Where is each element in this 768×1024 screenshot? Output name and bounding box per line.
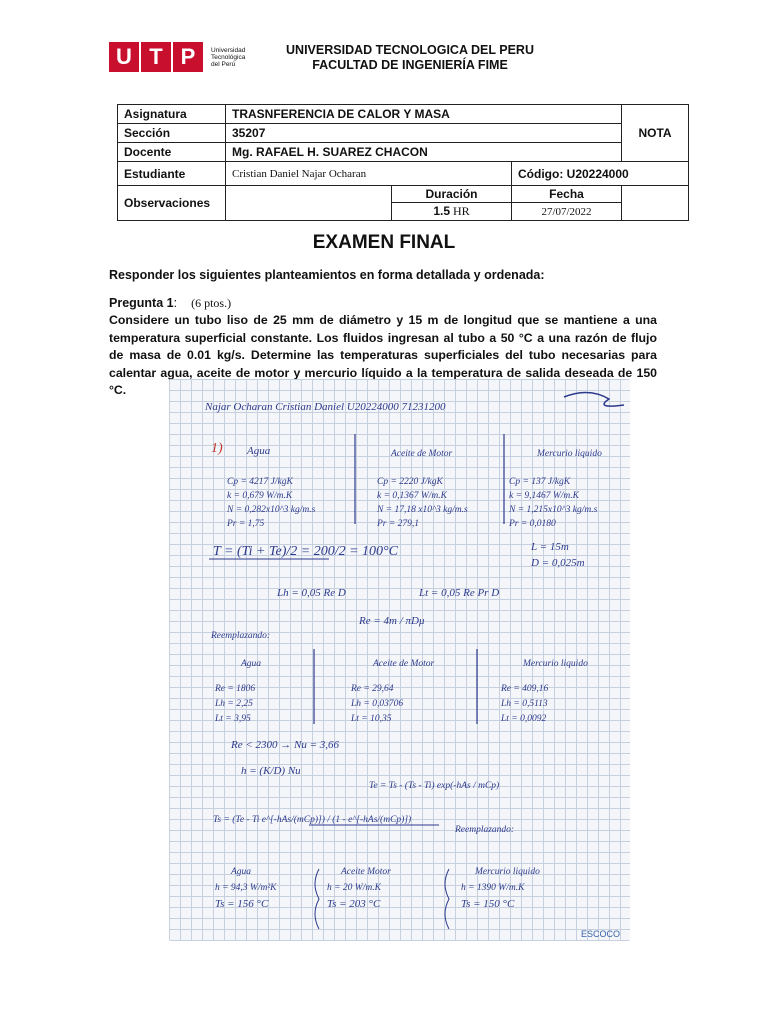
note-r-agua-lh: Lh = 2,25 (215, 699, 253, 709)
note-r-agua: Agua (241, 659, 262, 669)
note-r-mercurio-lh: Lh = 0,5113 (501, 699, 548, 709)
note-r-mercurio-lt: Lt = 0,0092 (501, 714, 547, 724)
note-agua-cp: Cp = 4217 J/kgK (227, 477, 293, 487)
note-aceite-k: k = 0,1367 W/m.K (377, 491, 448, 501)
note-r-aceite-re: Re = 29,64 (351, 684, 394, 694)
nota-label: NOTA (622, 105, 689, 162)
instructions: Responder los siguientes planteamientos en forma detallada y ordenada: (109, 268, 545, 282)
note-aceite-mu: N = 17,18 x10^3 kg/m.s (377, 505, 468, 515)
note-f-agua-ts: Ts = 156 °C (215, 898, 269, 910)
duracion-label: Duración (392, 186, 512, 203)
notebook-brand: ESCOCO (580, 929, 620, 939)
note-diameter: D = 0,025m (531, 557, 585, 569)
note-f-aceite-ts: Ts = 203 °C (327, 898, 381, 910)
question-label: Pregunta 1: (6 ptos.) (109, 296, 232, 310)
note-f-agua-h: h = 94,3 W/m²K (215, 883, 277, 893)
fecha-value: 27/07/2022 (512, 203, 622, 221)
question-text: Considere un tubo liso de 25 mm de diámetro y 15 m de longitud que se mantiene a una temperatura superficial constante. Los fluidos ingresan al tubo a 50 °C a una razón de flujo de masa de 0.01 kg/s. Determine las temperaturas superficiales del tubo necesarias para calentar agua, aceite de motor y mercurio líquido a la temperatura de salida deseada de 150 °C. (109, 313, 657, 397)
note-r-aceite-lt: Lt = 10,35 (351, 714, 392, 724)
nota-value (622, 186, 689, 221)
note-aceite-pr: Pr = 279,1 (377, 519, 420, 529)
observaciones-label: Observaciones (118, 186, 226, 221)
note-lh-formula: Lh = 0,05 Re D (277, 587, 346, 599)
note-col-aceite: Aceite de Motor (391, 449, 453, 459)
note-f-mercurio: Mercurio liquido (475, 867, 540, 877)
note-agua-pr: Pr = 1,75 (227, 519, 265, 529)
note-col-mercurio: Mercurio liquido (537, 449, 602, 459)
note-f-mercurio-ts: Ts = 150 °C (461, 898, 515, 910)
note-h-formula: h = (K/D) Nu (241, 765, 301, 777)
note-f-aceite-h: h = 20 W/m.K (327, 883, 381, 893)
note-problem-number: 1) (211, 441, 223, 456)
logo-letter-u: U (109, 42, 139, 72)
note-r-agua-lt: Lt = 3,95 (215, 714, 251, 724)
estudiante-value: Cristian Daniel Najar Ocharan (226, 162, 512, 186)
exam-title: EXAMEN FINAL (312, 232, 456, 253)
fecha-label: Fecha (512, 186, 622, 203)
seccion-label: Sección (118, 124, 226, 143)
note-reemplazando-1: Reemplazando: (211, 631, 271, 641)
question-points: (6 ptos.) (191, 296, 232, 310)
observaciones-value (226, 186, 392, 221)
duracion-number: 1.5 (433, 204, 450, 218)
note-r-aceite: Aceite de Motor (373, 659, 435, 669)
note-r-mercurio-re: Re = 409,16 (501, 684, 549, 694)
seccion-value: 35207 (226, 124, 622, 143)
note-lt-formula: Lt = 0,05 Re Pr D (419, 587, 500, 599)
codigo-value: Código: U20224000 (512, 162, 689, 186)
estudiante-label: Estudiante (118, 162, 226, 186)
logo-subtitle: Universidad Tecnológica del Perú (211, 46, 246, 68)
note-ts-formula: Ts = (Te - Ti e^[-hAs/(mCp)]) / (1 - e^[-hAs/(mCp)]) (213, 815, 412, 825)
note-r-aceite-lh: Lh = 0,03706 (351, 699, 404, 709)
note-mercurio-pr: Pr = 0,0180 (509, 519, 556, 529)
docente-label: Docente (118, 143, 226, 162)
handwritten-solution-photo (169, 379, 630, 941)
note-col-agua: Agua (247, 445, 271, 457)
university-title (250, 43, 570, 73)
docente-value: Mg. RAFAEL H. SUAREZ CHACON (226, 143, 622, 162)
logo-letter-p: P (173, 42, 203, 72)
note-header: Najar Ocharan Cristian Daniel U20224000 71231200 (205, 401, 446, 413)
duracion-value (392, 203, 512, 221)
note-length: L = 15m (531, 541, 569, 553)
note-mercurio-k: k = 9,1467 W/m.K (509, 491, 580, 501)
note-agua-mu: N = 0,282x10^3 kg/m.s (227, 505, 316, 515)
duracion-unit: HR (453, 204, 470, 218)
note-f-aceite: Aceite Motor (341, 867, 391, 877)
note-agua-k: k = 0,679 W/m.K (227, 491, 293, 501)
note-aceite-cp: Cp = 2220 J/kgK (377, 477, 443, 487)
exam-info-table (117, 104, 689, 221)
note-reemplazando-2: Reemplazando: (455, 825, 515, 835)
note-tavg: T = (Ti + Te)/2 = 200/2 = 100°C (213, 544, 398, 559)
logo-letter-t: T (141, 42, 171, 72)
note-nusselt: Re < 2300 → Nu = 3,66 (231, 739, 340, 751)
asignatura-value: TRASNFERENCIA DE CALOR Y MASA (226, 105, 622, 124)
asignatura-label: Asignatura (118, 105, 226, 124)
utp-logo (109, 42, 257, 72)
note-f-mercurio-h: h = 1390 W/m.K (461, 883, 525, 893)
note-te-formula: Te = Ts - (Ts - Ti) exp(-hAs / mCp) (369, 781, 500, 791)
note-mercurio-cp: Cp = 137 J/kgK (509, 477, 571, 487)
faculty-name: FACULTAD DE INGENIERÍA FIME (312, 58, 508, 72)
note-r-mercurio: Mercurio liquido (523, 659, 588, 669)
note-mercurio-mu: N = 1,215x10^3 kg/m.s (509, 505, 598, 515)
note-re-formula: Re = 4m / πDμ (359, 615, 425, 627)
university-name: UNIVERSIDAD TECNOLOGICA DEL PERU (286, 43, 534, 57)
note-r-agua-re: Re = 1806 (215, 684, 256, 694)
note-f-agua: Agua (231, 867, 252, 877)
